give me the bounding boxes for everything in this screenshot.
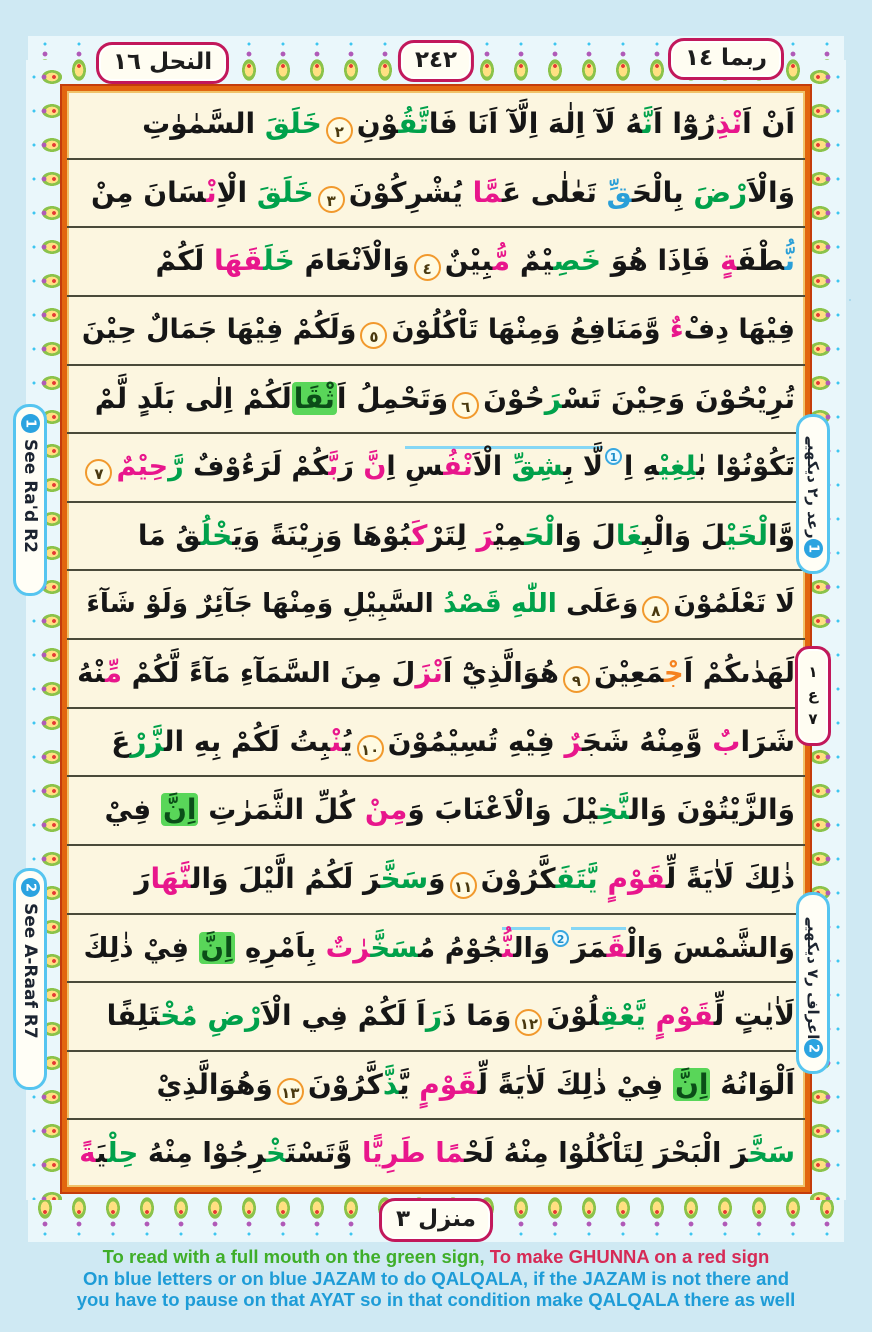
text-segment: عَ: [111, 724, 131, 758]
text-segment: لَ مِنَ السَّمَآءِ مَآءً لَّكُمْ: [122, 657, 416, 689]
quran-line: [67, 297, 805, 366]
text-segment: تَكُوْنُوْا بٰ: [696, 451, 795, 483]
ayah-marker: ٥: [360, 322, 387, 349]
ayah-marker: ٤: [414, 254, 441, 281]
text-segment: قَوْمٍ: [419, 1067, 478, 1101]
margin-note-urdu-rad: [796, 414, 830, 574]
ayah-marker: ٩: [563, 666, 590, 693]
text-segment: سَخَّ: [370, 931, 419, 964]
text-segment: نَّ: [363, 451, 387, 483]
text-segment: رَ: [544, 381, 563, 415]
ayah-marker: ٣: [318, 186, 345, 213]
text-segment: وَلَكُمْ فِيْهَا جَمَالٌ حِيْنَ: [81, 313, 357, 345]
note-number-badge: 2: [804, 1039, 823, 1058]
text-segment: نَّهَا: [150, 861, 191, 895]
text-segment: يُ: [342, 724, 353, 758]
page-number-label: ٢٤٢: [414, 47, 458, 73]
text-segment: رَّ: [168, 451, 184, 483]
quran-line: [67, 91, 805, 160]
text-segment: يَ: [95, 1137, 108, 1170]
ruku-top-number: ١: [808, 663, 818, 682]
text-segment: يَّ: [399, 1067, 420, 1101]
text-segment: رٌ: [564, 724, 582, 758]
note-text-urdu: اعراف ر٧ دیکھیے: [804, 916, 822, 1039]
note-number-badge: 2: [21, 878, 40, 897]
text-segment: نْزَ: [415, 657, 443, 689]
text-segment: رَ لَكُمُ الَّيْلَ وَال: [190, 861, 381, 895]
text-segment: لَهَدٰىكُمْ اَ: [683, 657, 795, 689]
text-segment: وَالشَّمْسَ وَالْ: [626, 931, 795, 964]
text-segment: قَوْمٍ: [655, 999, 714, 1033]
surah-name-cartouche: [96, 42, 229, 84]
quran-text: [67, 91, 805, 1187]
text-segment: الْاَ: [473, 446, 512, 482]
text-segment: تُرِيْحُوْنَ وَحِيْنَ تَسْ: [562, 381, 795, 415]
text-segment: لْحَ: [524, 518, 555, 552]
text-segment: اَلْوَانُهُ: [710, 1067, 795, 1101]
margin-note-see-araaf: [13, 868, 47, 1090]
quran-line: [67, 571, 805, 640]
quran-line: [67, 366, 805, 435]
text-segment: تَلِفًا: [106, 999, 161, 1033]
text-segment: وَ: [428, 861, 446, 895]
text-segment: رٰتٌ: [325, 931, 371, 964]
ayah-marker: ١٢: [515, 1009, 542, 1036]
text-segment: قِّ: [606, 175, 632, 209]
quran-line: [67, 983, 805, 1052]
text-segment: فِيْ ذٰلِكَ لَاٰيَةً لِّ: [477, 1067, 673, 1101]
text-segment: اللّٰهِ قَصْدُ: [442, 588, 557, 620]
text-segment: [646, 999, 656, 1032]
text-segment: شَرَا: [740, 724, 795, 758]
text-segment: قُ مَا: [137, 518, 201, 552]
quran-line: [67, 228, 805, 297]
text-segment: رْضَ: [693, 175, 748, 209]
text-segment: فِيْ ذٰلِكَ: [83, 931, 199, 964]
text-segment: فِيْ: [104, 793, 161, 827]
note-number-badge: 1: [21, 414, 40, 433]
text-segment: يْمٌ: [510, 244, 554, 278]
text-segment: فَاِذَا هُوَ: [601, 244, 721, 278]
text-segment: وَّمِنْهُ شَجَ: [581, 724, 713, 758]
ruku-marker: [795, 646, 831, 746]
text-segment: جْ: [663, 657, 684, 689]
juz-name-label: ربما ١٤: [684, 45, 767, 71]
quran-line: [67, 1120, 805, 1187]
text-segment: خَصِ: [553, 244, 602, 278]
text-segment: وَمَا ذَ: [442, 999, 512, 1033]
footnote-marker: 2: [552, 930, 569, 947]
text-segment: ءٌ: [669, 313, 684, 345]
text-segment: سِ: [405, 446, 443, 482]
text-segment: لَاٰيٰتٍ لِّ: [713, 999, 795, 1033]
text-segment: فِيْهِ تُسِيْمُوْنَ: [387, 724, 565, 758]
text-segment: اِنَّ: [162, 793, 197, 827]
ayah-marker: ١٣: [277, 1078, 304, 1105]
text-segment: رْضِ: [207, 999, 262, 1033]
legend-blue-line1: On blue letters or on blue JAZAM to do QALQALA, if the JAZAM is not there and: [82, 1267, 790, 1289]
text-segment: لُوْنَ: [546, 999, 600, 1033]
text-segment: زَّرْ: [130, 724, 164, 758]
text-segment: لَ وَا: [554, 518, 616, 552]
text-segment: رَ الْبَحْرَ لِتَاْكُلُوْا مِنْهُ لَحْ: [463, 1137, 749, 1170]
text-segment: يْلَ وَالْاَعْنَابَ وَ: [407, 793, 598, 827]
text-segment: وَّا: [767, 518, 795, 552]
legend-green-text: To read with a full mouth on the green sign,: [102, 1246, 485, 1267]
juz-name-cartouche: [668, 38, 784, 80]
text-segment: لِغِيْ: [659, 451, 697, 483]
text-segment: غَا: [615, 518, 643, 552]
ruku-bottom-number: ٧: [808, 709, 818, 728]
surah-name-label: النحل ١٦: [113, 49, 213, 75]
text-segment: رِجُوْا مِنْهُ: [138, 1137, 266, 1170]
text-segment: وَهُوَالَّذِيْ: [156, 1067, 273, 1101]
manzil-label: منزل ٣: [396, 1206, 476, 1232]
note-text-urdu: رعد ر٢ دیکھیے: [804, 436, 822, 539]
ayah-marker: ٢: [326, 117, 353, 144]
text-segment: بٌ: [712, 724, 741, 758]
text-segment: نَّخِ: [597, 793, 630, 827]
text-segment: السَّمٰوٰتِ: [142, 107, 265, 140]
text-segment: وَّمَنَافِعُ وَمِنْهَا تَاْكُلُوْنَ: [391, 313, 670, 345]
text-segment: هُ لَآ اِلٰهَ اِلَّآ اَنَا فَا: [428, 107, 643, 140]
text-segment: وَّتَسْتَ: [285, 1137, 362, 1170]
text-segment: ةً: [79, 1137, 96, 1170]
text-segment: خْلُ: [200, 518, 233, 552]
text-segment: رَ: [134, 861, 151, 895]
text-segment: كَ: [411, 518, 428, 552]
text-segment: ةٍ: [720, 244, 738, 278]
text-segment: كَّرُوْنَ: [307, 1067, 383, 1101]
text-segment: رَ: [338, 451, 364, 483]
text-segment: اِنَّ: [674, 1067, 709, 1101]
text-segment: نُّ: [502, 927, 513, 964]
text-segment: رُوْٓا اَ: [653, 107, 716, 140]
text-segment: تَعٰلٰى عَ: [501, 175, 607, 209]
note-text: See Ra'd R2: [20, 439, 40, 553]
tajweed-legend: [0, 1246, 872, 1311]
text-segment: قَهَا: [213, 244, 264, 278]
ayah-marker: ١٠: [357, 735, 384, 762]
text-segment: يَّعْقِ: [599, 999, 646, 1033]
quran-line: [67, 1052, 805, 1121]
text-segment: يَّتَفَ: [555, 861, 598, 895]
text-segment: طْفَ: [737, 244, 785, 278]
quran-line: [67, 160, 805, 229]
text-segment: وَالْاَ: [747, 175, 795, 209]
ayah-marker: ٨: [642, 596, 669, 623]
text-segment: يُشْرِكُوْنَ: [348, 175, 473, 209]
text-segment: ذَّ: [382, 1067, 400, 1101]
margin-note-urdu-araaf: [796, 892, 830, 1074]
text-segment: حِلْ: [107, 1137, 139, 1170]
text-segment: كُلِّ الثَّمَرٰتِ: [198, 793, 365, 827]
ayah-marker: ١١: [450, 872, 477, 899]
text-segment: جُوْمُ مُ: [418, 931, 502, 964]
legend-blue-line2: you have to pause on that AYAT so in that condition make QALQALA there as well: [76, 1289, 796, 1310]
text-segment: وَالْاَنْعَامَ: [294, 244, 410, 278]
quran-line: [67, 709, 805, 778]
text-segment: مَعِيْنَ: [593, 657, 664, 689]
text-segment: فِيْهَا دِفْ: [683, 313, 795, 345]
text-segment: ذٰلِكَ لَاٰيَةً لِّ: [665, 861, 795, 895]
text-segment: مَّا: [472, 175, 502, 209]
text-segment: اَنْ اَ: [742, 107, 795, 140]
footnote-marker: 1: [605, 448, 622, 465]
text-segment: اَ لَكُمْ فِي الْاَ: [261, 999, 426, 1033]
text-segment: تَّقُ: [398, 107, 429, 140]
note-text: See A-Raaf R7: [20, 903, 40, 1039]
text-segment: قَوْمٍ: [607, 861, 666, 895]
text-segment: نْهُ: [77, 657, 105, 689]
text-segment: وَعَلَى: [556, 588, 639, 620]
text-segment: شِقِّ: [512, 446, 564, 482]
text-segment: مِيْ: [493, 518, 525, 552]
text-segment: حُوْنَ: [483, 381, 545, 415]
quran-line: [67, 915, 805, 984]
text-segment: وَال: [513, 927, 550, 964]
text-segment: خَلَقَ: [256, 175, 314, 209]
note-number-badge: 1: [804, 539, 823, 558]
text-segment: السَّبِيْلِ وَمِنْهَا جَآئِرٌ وَلَوْ شَآءَ: [86, 588, 443, 620]
quran-line: [67, 640, 805, 709]
text-segment: سَانَ مِنْ: [90, 175, 207, 209]
text-segment: سَخَّ: [748, 1137, 795, 1170]
ayah-marker: ٧: [85, 459, 112, 486]
text-segment: كَّرُوْنَ: [480, 861, 556, 895]
text-segment: لْخَيْ: [725, 518, 768, 552]
text-segment: مًا طَرِيًّا: [361, 1137, 464, 1170]
quran-line: [67, 503, 805, 572]
text-segment: حِيْمٌ: [116, 451, 169, 483]
text-segment: اِ: [386, 451, 406, 483]
text-segment: وَتَحْمِلُ اَ: [336, 381, 449, 415]
text-segment: خْ: [265, 1137, 286, 1170]
ruku-ain: ع: [807, 686, 819, 705]
text-segment: نَّ: [642, 107, 653, 140]
text-segment: مِّ: [105, 657, 123, 689]
margin-note-see-rad: [13, 404, 47, 596]
text-segment: كُمْ لَرَءُوْفٌ: [183, 451, 329, 483]
quran-line: [67, 846, 805, 915]
text-segment: مُّ: [492, 244, 511, 278]
manzil-cartouche: [379, 1198, 493, 1242]
quran-line: [67, 434, 805, 503]
text-segment: خَلَقَ: [264, 107, 322, 140]
text-segment: رَ: [476, 518, 494, 552]
text-segment: [198, 999, 208, 1032]
text-segment: نُّ: [784, 244, 795, 278]
text-segment: نْ: [330, 724, 343, 758]
text-segment: لَكُمْ اِلٰى بَلَدٍ لَّمْ: [94, 381, 292, 415]
text-frame: [62, 86, 810, 1192]
text-segment: بِالْحَ: [631, 175, 694, 209]
page-number-cartouche: [398, 40, 474, 82]
text-segment: بَّ: [328, 451, 339, 483]
text-segment: رَ: [425, 999, 442, 1033]
text-segment: خَلَ: [263, 244, 295, 278]
text-segment: مَرَ: [571, 927, 607, 964]
legend-red-text: To make GHUNNA on a red sign: [484, 1246, 770, 1267]
text-segment: هِ اِ: [624, 451, 660, 483]
text-segment: نْذِ: [715, 107, 743, 140]
text-segment: اِنَّ: [200, 931, 234, 964]
text-segment: لَ وَالْبِ: [642, 518, 726, 552]
text-segment: لَّا بِ: [563, 446, 603, 482]
text-segment: بِتُ لَكُمْ بِهِ ال: [163, 724, 331, 758]
text-segment: هُوَالَّذِيْٓ اَ: [442, 657, 559, 689]
text-segment: بُوْهَا وَزِيْنَةً وَيَ: [232, 518, 412, 552]
text-segment: وَالزَّيْتُوْنَ وَال: [629, 793, 795, 827]
text-segment: نْ: [206, 175, 217, 209]
text-segment: مِنْ: [364, 793, 408, 827]
text-segment: [598, 862, 608, 895]
text-segment: وْنِ: [356, 107, 399, 140]
text-segment: بِيْنٌ: [444, 244, 493, 278]
text-segment: لَا تَعْلَمُوْنَ: [673, 588, 795, 620]
text-segment: لِتَرْ: [427, 518, 477, 552]
text-segment: لَكُمْ: [155, 244, 214, 278]
text-segment: مُخْ: [160, 999, 198, 1033]
ayah-marker: ٦: [452, 392, 479, 419]
text-segment: نْفُ: [443, 446, 473, 482]
text-segment: بِاَمْرِهِ: [235, 931, 326, 964]
text-segment: ثْقَا: [293, 381, 335, 415]
quran-line: [67, 777, 805, 846]
text-segment: سَخَّ: [380, 861, 429, 895]
text-segment: قَ: [607, 927, 627, 964]
text-segment: الْاِ: [216, 175, 257, 209]
